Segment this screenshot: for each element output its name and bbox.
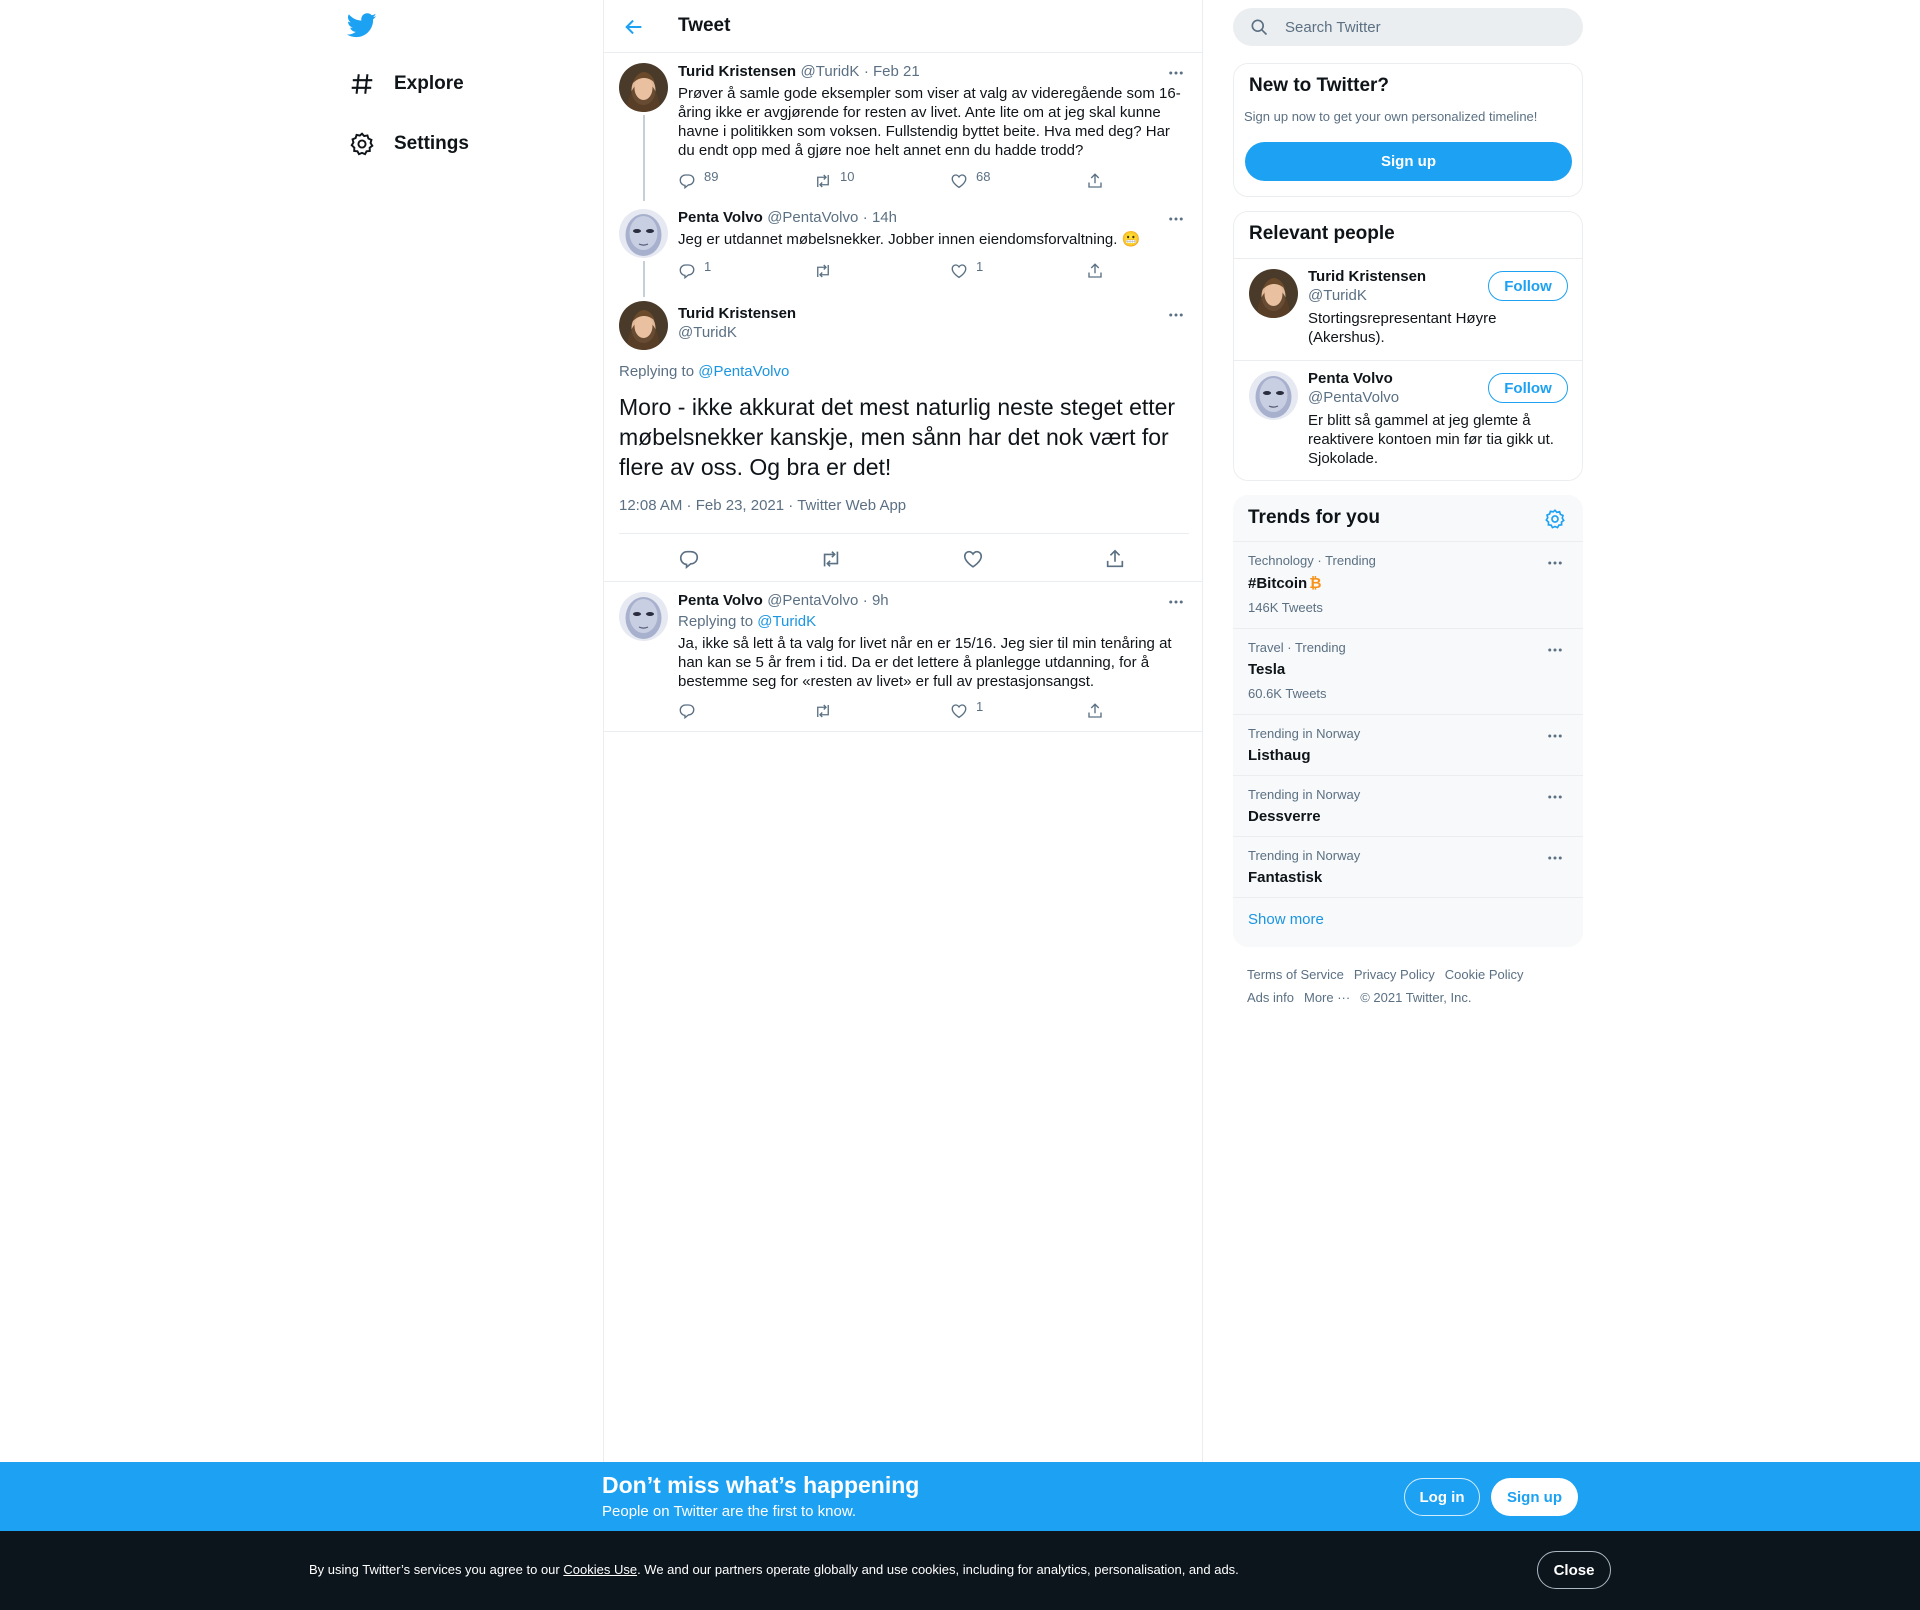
tweet-text: Prøver å samle gode eksempler som viser at valg av videregående som 16-åring ikke er avgjørende for resten av livet. Ante lite om at jeg skal kunne havne i politikken som voksen. Fullstendig byttet beite. Hva med deg? Har du endt opp med å gjøre noe helt annet enn du hadde trodd?	[678, 85, 1181, 159]
settings-gear-icon[interactable]	[1544, 508, 1568, 532]
footer-links	[1247, 963, 1577, 1009]
nav-settings[interactable]	[347, 124, 469, 164]
like-count: 68	[976, 168, 991, 184]
avatar[interactable]	[619, 209, 668, 258]
person-bio: Stortingsrepresentant Høyre (Akershus).	[1308, 310, 1497, 346]
trend-meta: Trending in Norway	[1248, 848, 1361, 863]
person-name[interactable]: Penta Volvo	[1308, 370, 1393, 387]
retweet-icon	[814, 172, 832, 190]
cookies-use-link[interactable]: Cookies Use	[563, 1562, 638, 1577]
footer-link-ads[interactable]: Ads info	[1247, 990, 1294, 1005]
search-input[interactable]	[1233, 8, 1583, 46]
more-icon[interactable]	[1541, 553, 1569, 573]
retweet-count: 10	[840, 168, 855, 184]
cookie-text-before: By using Twitter’s services you agree to our	[309, 1562, 564, 1577]
more-icon[interactable]	[1162, 592, 1190, 612]
card-title: New to Twitter?	[1249, 75, 1390, 96]
reply-button[interactable]	[678, 701, 814, 721]
thread-tweet[interactable]	[604, 53, 1202, 199]
reply-button[interactable]	[678, 258, 814, 281]
hashtag-icon	[347, 69, 377, 99]
follow-button[interactable]: Follow	[1488, 373, 1568, 403]
retweet-button[interactable]	[814, 168, 950, 191]
author-name[interactable]: Penta Volvo	[678, 592, 763, 609]
search-placeholder: Search Twitter	[1285, 18, 1381, 36]
trend-meta: Trending in Norway	[1248, 726, 1361, 741]
like-button[interactable]	[962, 547, 1104, 571]
person-bio: Er blitt så gammel at jeg glemte å reaktivere kontoen min før tia gikk ut. Sjokolade.	[1308, 412, 1554, 467]
share-button[interactable]	[1104, 547, 1126, 571]
tweet-timestamp[interactable]: 12:08 AM · Feb 23, 2021	[619, 497, 785, 514]
tweet-text: Ja, ikke så lett å ta valg for livet når en er 15/16. Jeg sier til min tenåring at han kan se 5 år frem i tid. Da er det lettere å planlegge utdanning, for å bestemme seg for «resten av livet» er full av prestasjonsangst.	[678, 635, 1172, 690]
cookie-text	[309, 1562, 1239, 1577]
banner-sign-up-button[interactable]: Sign up	[1491, 1478, 1578, 1516]
trend-name: #Bitcoin	[1248, 575, 1308, 592]
retweet-button[interactable]	[820, 547, 962, 571]
page-title: Tweet	[678, 15, 731, 36]
show-more-link[interactable]: Show more	[1248, 911, 1324, 928]
person-handle[interactable]: @TuridK	[1308, 287, 1367, 304]
signup-banner	[0, 1462, 1920, 1531]
share-icon	[1086, 702, 1104, 720]
like-count: 1	[976, 258, 984, 274]
trend-name: Dessverre	[1248, 808, 1321, 825]
bitcoin-icon: ₿	[1309, 575, 1322, 592]
author-handle[interactable]: @PentaVolvo	[767, 592, 859, 609]
share-button[interactable]	[1086, 701, 1104, 721]
share-icon	[1104, 548, 1126, 570]
more-icon[interactable]	[1541, 726, 1569, 746]
main-column	[603, 0, 1203, 1462]
follow-button[interactable]: Follow	[1488, 271, 1568, 301]
replying-to-link[interactable]: @PentaVolvo	[698, 363, 790, 380]
avatar[interactable]	[619, 63, 668, 112]
author-handle[interactable]: @TuridK	[800, 63, 860, 80]
copyright: © 2021 Twitter, Inc.	[1360, 990, 1472, 1005]
trend-count: 60.6K Tweets	[1248, 686, 1327, 701]
more-icon[interactable]	[1541, 848, 1569, 868]
replying-prefix: Replying to	[678, 613, 754, 630]
share-icon	[1086, 262, 1104, 280]
trend-meta: Trending in Norway	[1248, 787, 1361, 802]
nav-settings-label: Settings	[394, 133, 469, 154]
share-icon	[1086, 172, 1104, 190]
reply-icon	[678, 262, 696, 280]
focused-tweet: Turid Kristensen @TuridK Replying to @PentaVolvo Moro - ikke akkurat det mest naturlig neste steget etter møbelsnekker kanskje, men sånn har det nok vært for flere av oss. Og bra er det! 12:08 AM · Feb 23, 2021 · Twitter Web App	[604, 295, 1202, 582]
author-handle[interactable]: @PentaVolvo	[767, 209, 859, 226]
trend-item[interactable]	[1233, 541, 1583, 628]
card-subtitle: Sign up now to get your own personalized timeline!	[1244, 109, 1538, 124]
trend-name: Fantastisk	[1248, 869, 1323, 886]
share-button[interactable]	[1086, 261, 1104, 281]
like-icon	[950, 262, 968, 280]
show-more-row[interactable]	[1233, 897, 1583, 947]
reply-button[interactable]	[678, 547, 820, 571]
log-in-button[interactable]: Log in	[1404, 1478, 1480, 1516]
reply-icon	[678, 548, 700, 570]
person-row[interactable]	[1234, 258, 1583, 360]
back-arrow-icon[interactable]	[620, 13, 648, 41]
thread-tweet[interactable]	[604, 199, 1202, 295]
footer-link-privacy[interactable]: Privacy Policy	[1353, 967, 1435, 982]
divider	[619, 533, 1189, 534]
close-button[interactable]: Close	[1537, 1551, 1611, 1589]
person-handle[interactable]: @PentaVolvo	[1308, 389, 1400, 406]
tweet-time[interactable]: · 14h	[862, 209, 897, 226]
reply-icon	[678, 172, 696, 190]
cookie-text-after: . We and our partners operate globally and use cookies, including for analytics, personalisation, and ads.	[637, 1562, 1239, 1577]
focused-tweet-text: Moro - ikke akkurat det mest naturlig neste steget etter møbelsnekker kanskje, men sånn har det nok vært for flere av oss. Og bra er det!	[619, 394, 1176, 480]
reply-button[interactable]	[678, 168, 814, 191]
page-header	[604, 0, 1202, 53]
more-icon[interactable]	[1541, 787, 1569, 807]
card-title: Trends for you	[1248, 507, 1380, 528]
share-button[interactable]	[1086, 171, 1104, 191]
tweet-time[interactable]: · 9h	[862, 592, 889, 609]
footer-link-more[interactable]: More ···	[1303, 990, 1351, 1005]
like-icon	[950, 172, 968, 190]
gear-icon	[347, 129, 377, 159]
retweet-button[interactable]	[814, 261, 950, 281]
nav-explore[interactable]	[347, 64, 464, 104]
banner-title: Don’t miss what’s happening	[602, 1472, 920, 1498]
avatar[interactable]	[1249, 371, 1298, 420]
reply-count: 1	[704, 258, 712, 274]
new-to-twitter-card	[1233, 63, 1583, 197]
footer-link-cookie[interactable]: Cookie Policy	[1444, 967, 1524, 982]
person-row[interactable]	[1234, 360, 1583, 481]
twitter-bird-icon[interactable]	[347, 10, 377, 40]
trends-card	[1233, 495, 1583, 947]
tweet-source[interactable]: Twitter Web App	[797, 497, 907, 514]
replying-prefix: Replying to	[619, 363, 695, 380]
tweet-text: Jeg er utdannet møbelsnekker. Jobber innen eiendomsforvaltning. 😬	[678, 231, 1141, 248]
thread-connector	[643, 261, 645, 297]
cookie-consent-bar	[0, 1531, 1920, 1610]
like-icon	[962, 548, 984, 570]
reply-icon	[678, 702, 696, 720]
author-name[interactable]: Turid Kristensen	[678, 63, 797, 80]
sign-up-button[interactable]: Sign up	[1245, 142, 1572, 181]
like-icon	[950, 702, 968, 720]
retweet-icon	[814, 702, 832, 720]
reply-count: 89	[704, 168, 719, 184]
trend-item[interactable]	[1233, 714, 1583, 775]
card-title: Relevant people	[1249, 223, 1395, 244]
like-button[interactable]	[950, 698, 1086, 721]
retweet-button[interactable]	[814, 701, 950, 721]
banner-subtitle: People on Twitter are the first to know.	[602, 1503, 857, 1520]
trend-name: Listhaug	[1248, 747, 1311, 764]
retweet-icon	[820, 548, 842, 570]
person-name[interactable]: Turid Kristensen	[1308, 268, 1427, 285]
avatar[interactable]	[619, 301, 668, 350]
trend-item[interactable]	[1233, 628, 1583, 714]
like-button[interactable]	[950, 258, 1086, 281]
like-count: 1	[976, 698, 984, 714]
more-icon[interactable]	[1162, 209, 1190, 229]
author-handle[interactable]: @TuridK	[678, 324, 737, 341]
avatar[interactable]	[619, 592, 668, 641]
trend-item[interactable]	[1233, 775, 1583, 836]
like-button[interactable]	[950, 168, 1086, 191]
nav-explore-label: Explore	[394, 73, 464, 94]
trend-meta: Technology · Trending	[1248, 553, 1376, 568]
more-icon[interactable]	[1541, 640, 1569, 660]
retweet-icon	[814, 262, 832, 280]
reply-tweet[interactable]	[604, 582, 1202, 732]
trend-item[interactable]	[1233, 836, 1583, 897]
trend-count: 146K Tweets	[1248, 600, 1323, 615]
author-name[interactable]: Turid Kristensen	[678, 305, 797, 322]
search-icon	[1249, 17, 1269, 37]
more-icon[interactable]	[1162, 305, 1190, 325]
relevant-people-card	[1233, 211, 1583, 481]
tweet-time[interactable]: · Feb 21	[863, 63, 920, 80]
footer-link-terms[interactable]: Terms of Service	[1247, 967, 1344, 982]
replying-to-link[interactable]: @TuridK	[757, 613, 817, 630]
trend-meta: Travel · Trending	[1248, 640, 1346, 655]
trend-name: Tesla	[1248, 661, 1286, 678]
avatar[interactable]	[1249, 269, 1298, 318]
author-name[interactable]: Penta Volvo	[678, 209, 763, 226]
thread-connector	[643, 115, 645, 201]
more-icon[interactable]	[1162, 63, 1190, 83]
